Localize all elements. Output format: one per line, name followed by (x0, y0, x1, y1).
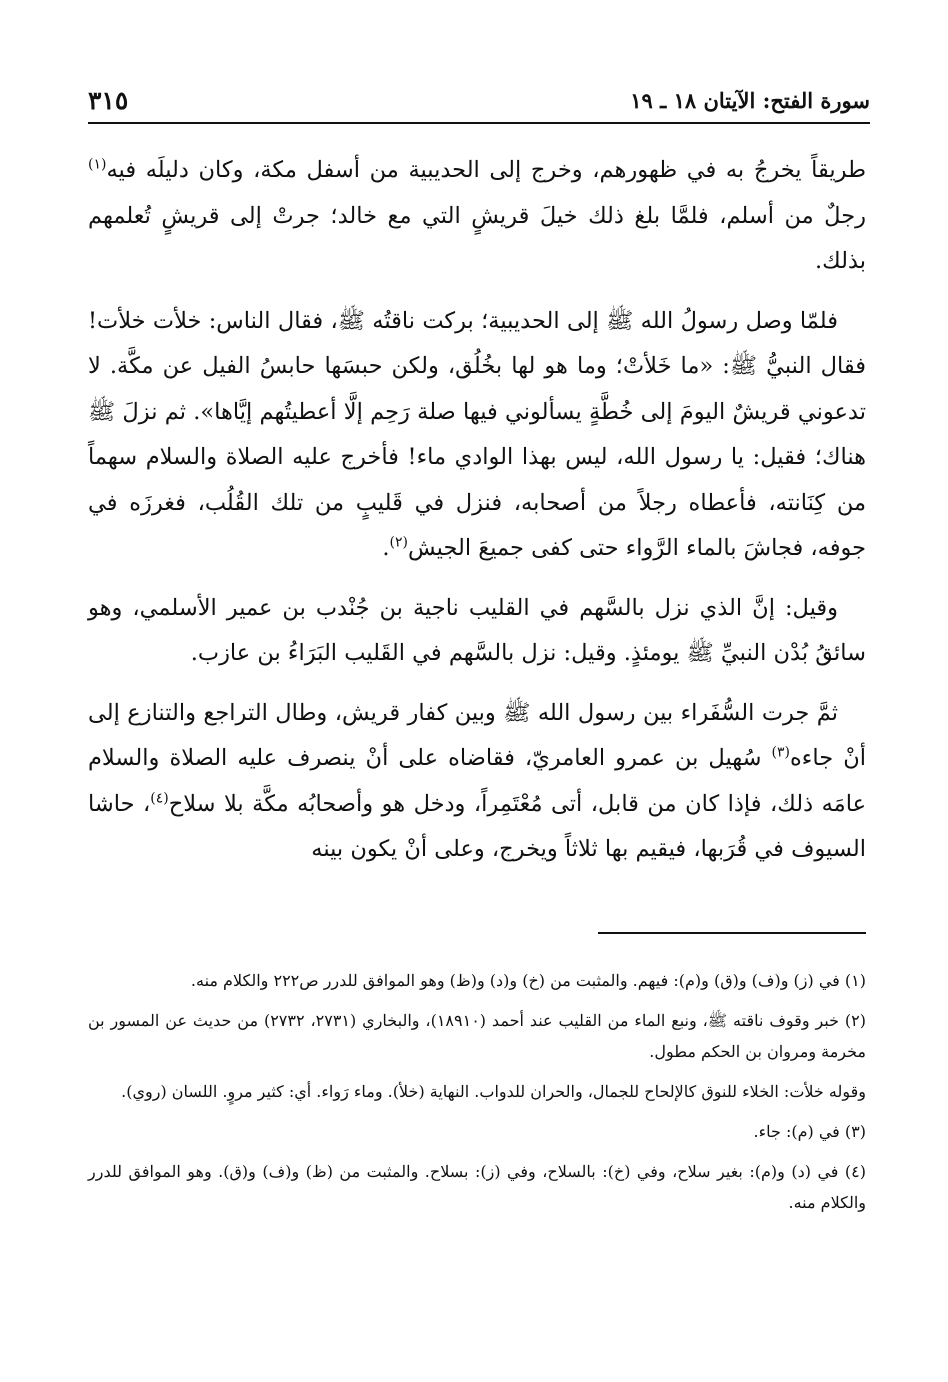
footnote-3: (٣) في (م): جاء. (753, 1122, 866, 1141)
footnote-2: (٢) خبر وقوف ناقته ﷺ، ونبع الماء من القليب عند أحمد (١٨٩١٠)، والبخاري (٢٧٣١، ٢٧٣٢) من حديث عن المسور بن مخرمة ومروان بن الحكم مطول. (88, 1011, 866, 1061)
footnote-marker[interactable]: (٤) (150, 790, 169, 806)
paragraph-text: سُهيل بن عمرو العامريّ، فقاضاه على أنْ ينصرف عليه الصلاة والسلام عامَه ذلك، فإذا كان من قابل، أتى مُعْتَمِراً، ودخل هو وأصحابُه مكَّة بلا سلاح (88, 745, 867, 817)
footnote-1: (١) في (ز) و(ف) و(ق) و(م): فيهم. والمثبت من (خ) و(د) و(ظ) وهو الموافق للدرر ص٢٢٢ والكلام منه. (190, 971, 866, 990)
footnote-marker[interactable]: (٣) (771, 744, 791, 761)
paragraph-4 (88, 691, 866, 873)
paragraph-text: ، حاشا السيوف في قُرَبها، فيقيم بها ثلاثاً ويخرج، وعلى أنْ يكون بينه (88, 790, 866, 862)
footnote-2-note: وقوله خلأت: الخلاء للنوق كالإلحاح للجمال، والحران للدواب. النهاية (خلأ). وماء رَواء. أي: كثير مروٍ. اللسان (روي). (121, 1082, 866, 1101)
paragraph-text: . (382, 535, 390, 561)
paragraph-text: فلمّا وصل رسولُ الله ﷺ إلى الحديبية؛ بركت ناقتُه ﷺ، فقال الناس: خلأت خلأت! فقال النبيُّ ﷺ: «ما خَلأتْ؛ وما هو لها بخُلُق، ولكن حبسَها حابسُ الفيل عن مكَّة. لا تدعوني قريشٌ اليومَ إلى خُطَّةٍ يسألوني فيها صلة رَحِم إلَّا أعطيتُهم إيَّاها». ثم نزلَ ﷺ هناك؛ فقيل: يا رسول الله، ليس بهذا الوادي ماء! فأخرج عليه الصلاة والسلام سهماً من كِنَانته، فأعطاه رجلاً من أصحابه، فنزل في قَليبٍ من تلك القُلُب، فغرزَه في جوفه، فجاشَ بالماء الرَّواء حتى كفى جميعَ الجيش (88, 307, 866, 561)
footnote-separator (598, 932, 866, 934)
paragraph-1 (88, 148, 866, 285)
paragraph-2 (88, 299, 866, 572)
footnote-marker[interactable]: (١) (88, 156, 107, 173)
page-number: ٣١٥ (88, 85, 129, 115)
paragraph-text: رجلٌ من أسلم، فلمَّا بلغ ذلك خيلَ قريشٍ التي مع خالد؛ جرتْ إلى قريشٍ تُعلمهم بذلك. (88, 202, 866, 274)
paragraph-text: ثمَّ جرت السُّفَراء بين رسول الله ﷺ وبين كفار قريش، وطال التراجع والتنازع إلى أنْ جاءه (88, 699, 866, 771)
paragraph-3 (88, 586, 866, 677)
paragraph-text: طريقاً يخرجُ به في ظهورهم، وخرج إلى الحديبية من أسفل مكة، وكان دليلَه فيه (106, 157, 866, 183)
footnote-4: (٤) في (د) و(م): بغير سلاح، وفي (خ): بالسلاح، وفي (ز): بسلاح. والمثبت من (ظ) و(ف) و(ق). وهو الموافق للدرر والكلام منه. (88, 1162, 867, 1212)
page-header (88, 78, 870, 122)
paragraph-text: وقيل: إنَّ الذي نزل بالسَّهم في القليب ناجية بن جُنْدب بن عمير الأسلمي، وهو سائقُ بُدْن النبيِّ ﷺ يومئذٍ. وقيل: نزل بالسَّهم في القَليب البَرَاءُ بن عازب. (88, 594, 866, 666)
surah-title: سورة الفتح: الآيتان ١٨ ـ ١٩ (630, 87, 870, 113)
main-text (88, 148, 866, 887)
footnotes (88, 965, 866, 1227)
header-rule (88, 122, 870, 124)
footnote-marker[interactable]: (٢) (389, 534, 408, 551)
